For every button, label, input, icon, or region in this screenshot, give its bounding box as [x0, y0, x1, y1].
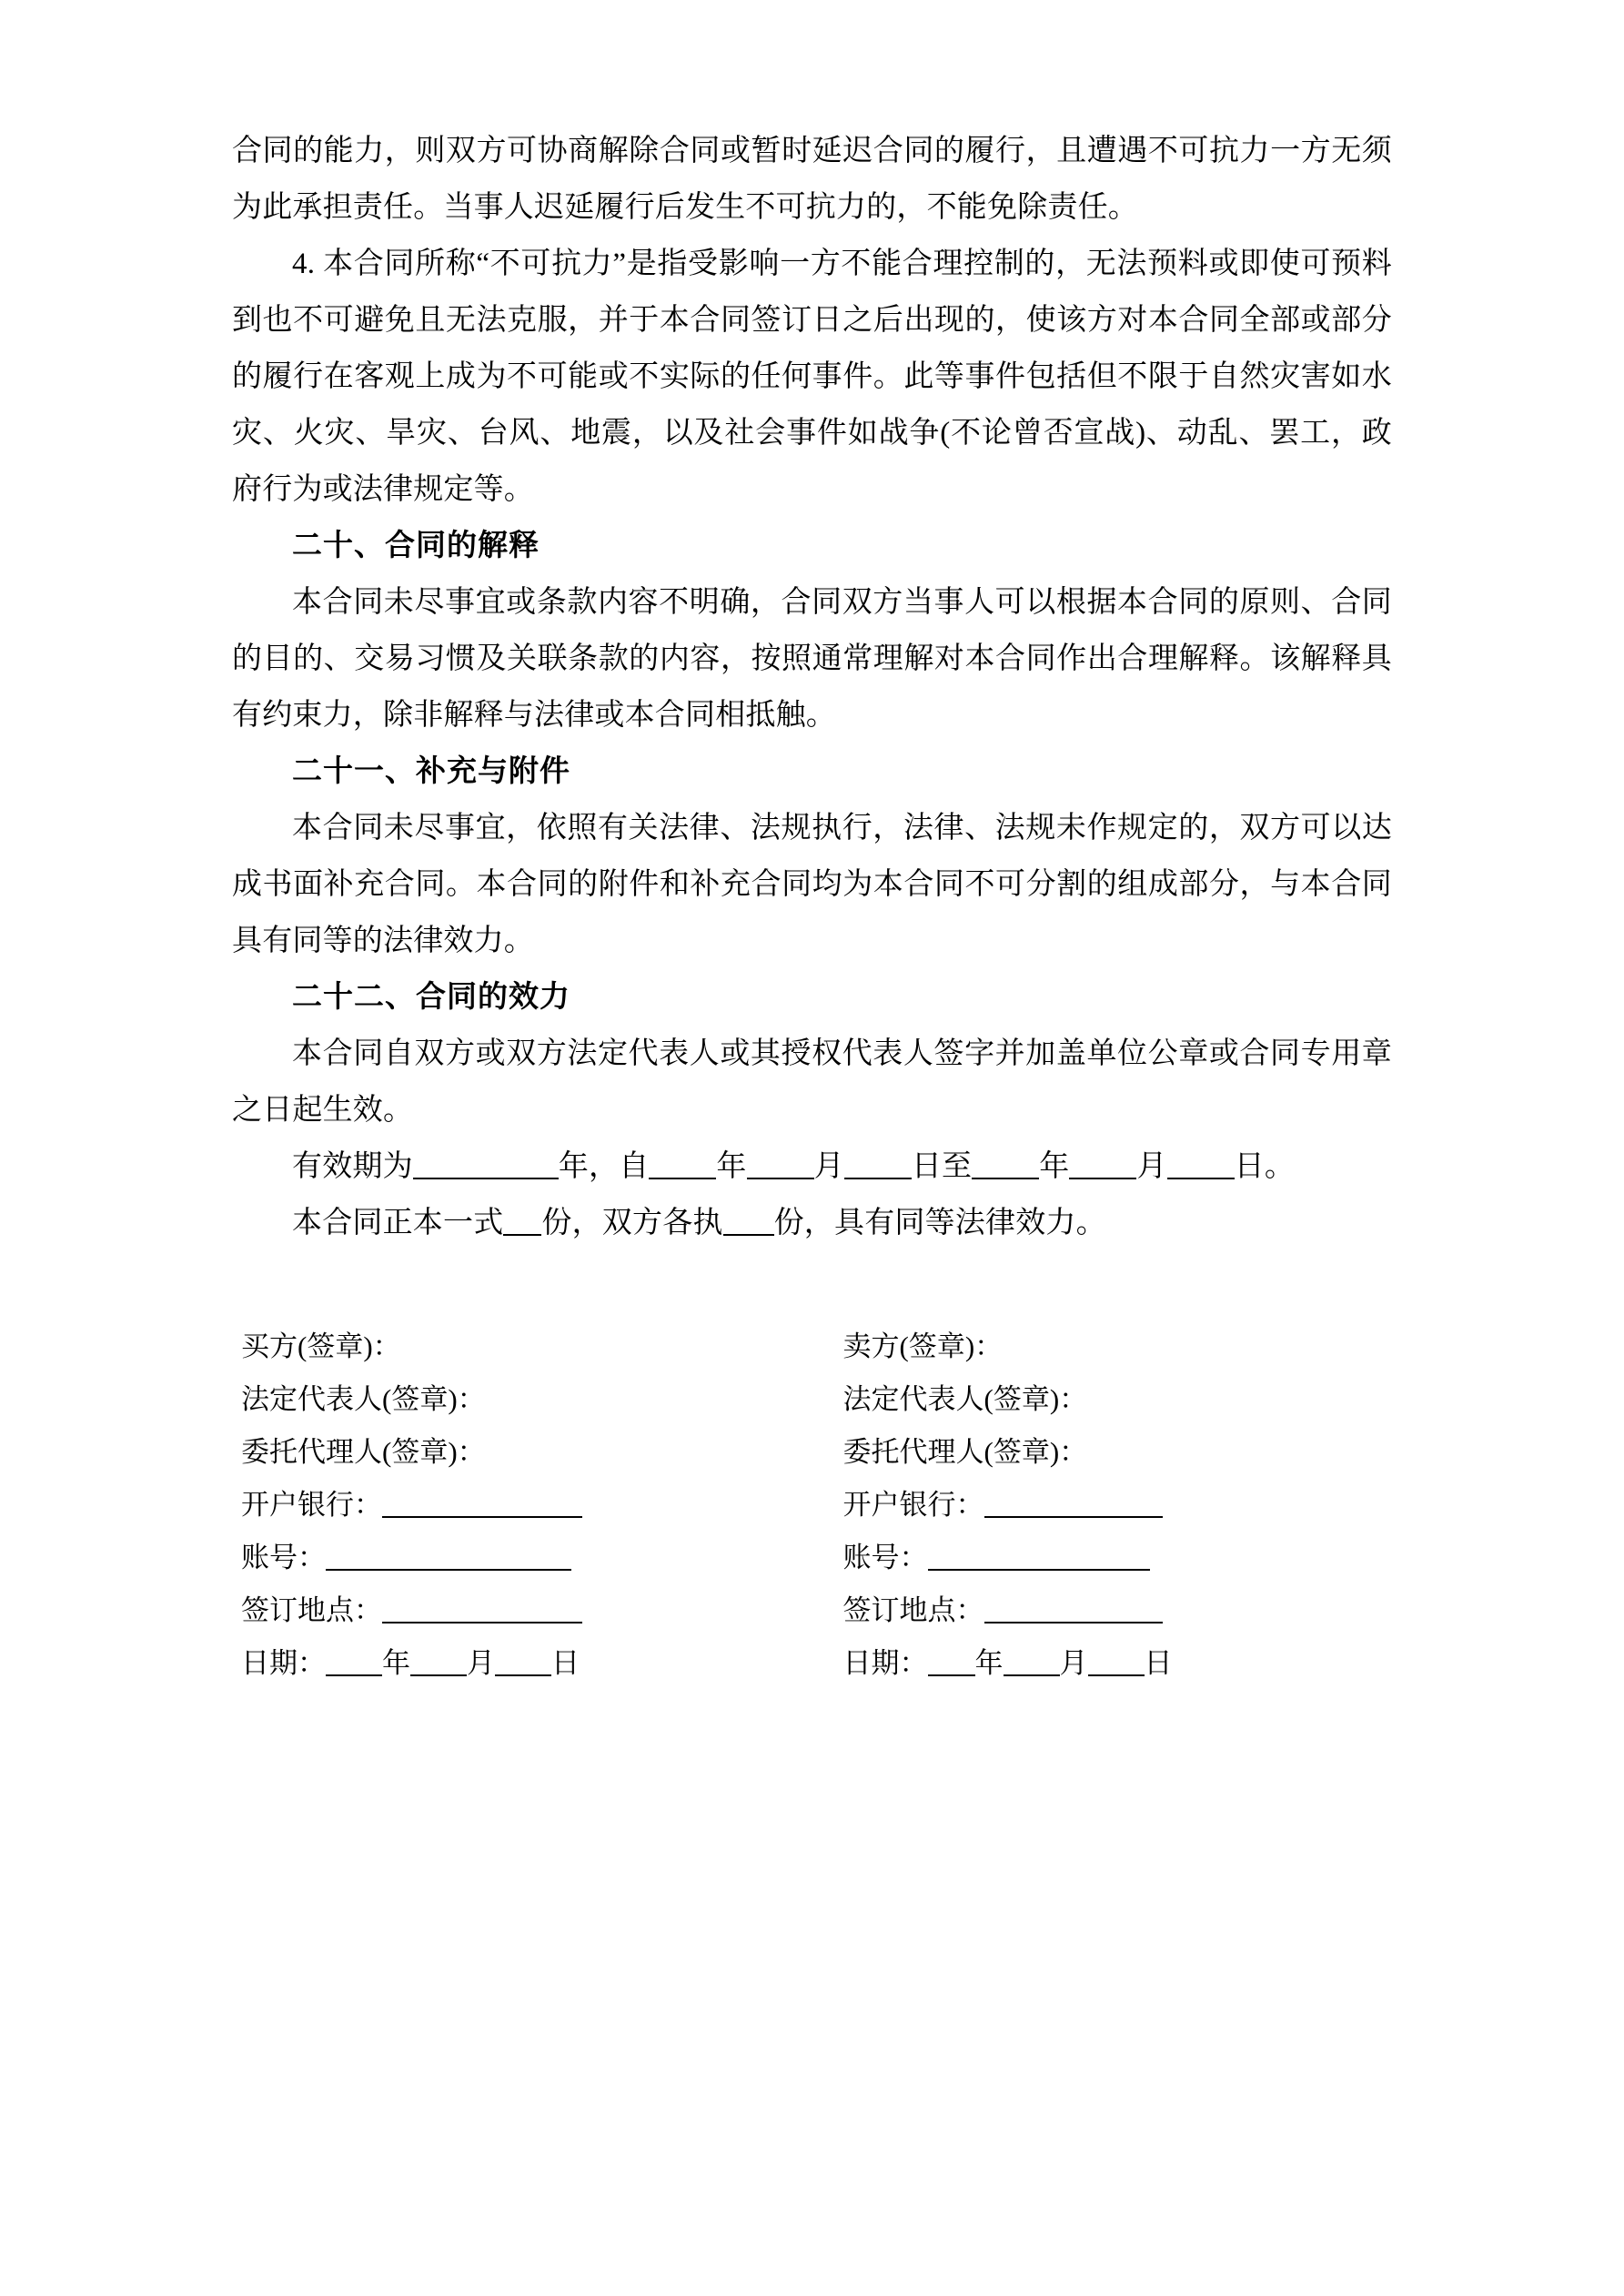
seller-bank-blank [984, 1516, 1163, 1518]
signature-area [232, 1320, 1392, 1690]
seller-date-month: 月 [1059, 1647, 1088, 1679]
validity-t3: 月 [813, 1150, 844, 1183]
validity-t1: 年，自 [558, 1150, 650, 1183]
buyer-date-row [241, 1637, 812, 1690]
validity-term-blank [413, 1178, 559, 1179]
buyer-legal-rep: 法定代表人(签章)： [241, 1383, 486, 1415]
validity-start-day-blank [844, 1178, 912, 1179]
seller-account-blank [928, 1569, 1150, 1571]
validity-t7: 日。 [1234, 1150, 1296, 1183]
copies-total-blank [503, 1234, 541, 1236]
validity-start-year-blank [649, 1178, 716, 1179]
buyer-date-month-blank [410, 1674, 467, 1676]
seller-date-row [843, 1637, 1393, 1690]
buyer-place-row [241, 1584, 812, 1637]
validity-period-line [232, 1138, 1392, 1195]
validity-end-year-blank [972, 1178, 1039, 1179]
section-heading-21: 二十一、补充与附件 [292, 755, 570, 788]
seller-date-day-blank [1088, 1674, 1145, 1676]
seller-date-year: 年 [974, 1647, 1004, 1679]
seller-legal-rep: 法定代表人(签章)： [842, 1383, 1088, 1415]
validity-end-day-blank [1167, 1178, 1235, 1179]
buyer-bank-row [241, 1479, 812, 1532]
validity-t2: 年 [716, 1150, 747, 1183]
paragraph-clause-4: 4. 本合同所称“不可抗力”是指受影响一方不能合理控制的，无法预料或即使可预料到也不可避免且无法克服，并于本合同签订日之后出现的，使该方对本合同全部或部分的履行在客观上成为不可能或不实际的任何事件。此等事件包括但不限于自然灾害如水灾、火灾、旱灾、台风、地震，以及社会事件如战争(不论曾否宣战)、动乱、罢工，政府行为或法律规定等。 [232, 248, 1392, 506]
validity-start-month-blank [747, 1178, 814, 1179]
section-heading-22: 二十二、合同的效力 [292, 981, 570, 1014]
seller-date-month-blank [1004, 1674, 1060, 1676]
copies-t2: 份，具有同等法律效力。 [773, 1207, 1106, 1239]
buyer-date-day: 日 [551, 1647, 580, 1679]
seller-bank-label: 开户银行： [842, 1489, 984, 1521]
buyer-account-row [241, 1532, 812, 1584]
signature-column-seller [812, 1320, 1393, 1690]
buyer-date-month: 月 [467, 1647, 495, 1679]
buyer-agent: 委托代理人(签章)： [241, 1436, 486, 1468]
seller-date-day: 日 [1144, 1647, 1173, 1679]
validity-t6: 月 [1136, 1150, 1167, 1183]
buyer-date-label: 日期： [241, 1647, 326, 1679]
buyer-account-label: 账号： [241, 1542, 326, 1573]
section-body-20: 本合同未尽事宜或条款内容不明确，合同双方当事人可以根据本合同的原则、合同的目的、交易习惯及关联条款的内容，按照通常理解对本合同作出合理解释。该解释具有约束力，除非解释与法律或本合同相抵触。 [232, 586, 1392, 732]
seller-agent: 委托代理人(签章)： [842, 1436, 1088, 1468]
section-body-22: 本合同自双方或双方法定代表人或其授权代表人签字并加盖单位公章或合同专用章之日起生效。 [232, 1037, 1392, 1127]
buyer-place-label: 签订地点： [241, 1594, 382, 1626]
buyer-date-day-blank [495, 1674, 551, 1676]
section-heading-20: 二十、合同的解释 [292, 530, 540, 562]
buyer-account-blank [326, 1569, 571, 1571]
signature-column-buyer [232, 1320, 812, 1690]
copies-each-blank [723, 1234, 774, 1236]
seller-bank-row [843, 1479, 1393, 1532]
buyer-date-year-blank [326, 1674, 382, 1676]
seller-place-blank [984, 1622, 1163, 1623]
validity-t5: 年 [1039, 1150, 1070, 1183]
copies-lead: 本合同正本一式 [292, 1207, 504, 1239]
buyer-bank-label: 开户银行： [241, 1489, 382, 1521]
seller-place-row [843, 1584, 1393, 1637]
seller-account-row [843, 1532, 1393, 1584]
validity-lead: 有效期为 [292, 1150, 413, 1183]
buyer-date-year: 年 [382, 1647, 410, 1679]
seller-date-year-blank [928, 1674, 975, 1676]
seller-date-label: 日期： [842, 1647, 928, 1679]
copies-line [232, 1195, 1392, 1251]
document-body [232, 123, 1392, 1690]
seller-title: 卖方(签章)： [842, 1330, 1004, 1362]
validity-end-month-blank [1069, 1178, 1136, 1179]
validity-t4: 日至 [911, 1150, 973, 1183]
buyer-bank-blank [382, 1516, 582, 1518]
paragraph-force-majeure-continued: 合同的能力，则双方可协商解除合同或暂时延迟合同的履行，且遭遇不可抗力一方无须为此承担责任。当事人迟延履行后发生不可抗力的，不能免除责任。 [232, 135, 1392, 224]
buyer-place-blank [382, 1622, 582, 1623]
section-body-21: 本合同未尽事宜，依照有关法律、法规执行，法律、法规未作规定的，双方可以达成书面补充合同。本合同的附件和补充合同均为本合同不可分割的组成部分，与本合同具有同等的法律效力。 [232, 812, 1392, 957]
seller-account-label: 账号： [842, 1542, 928, 1573]
seller-place-label: 签订地点： [842, 1594, 984, 1626]
copies-t1: 份，双方各执 [541, 1207, 723, 1239]
buyer-title: 买方(签章)： [241, 1330, 401, 1362]
